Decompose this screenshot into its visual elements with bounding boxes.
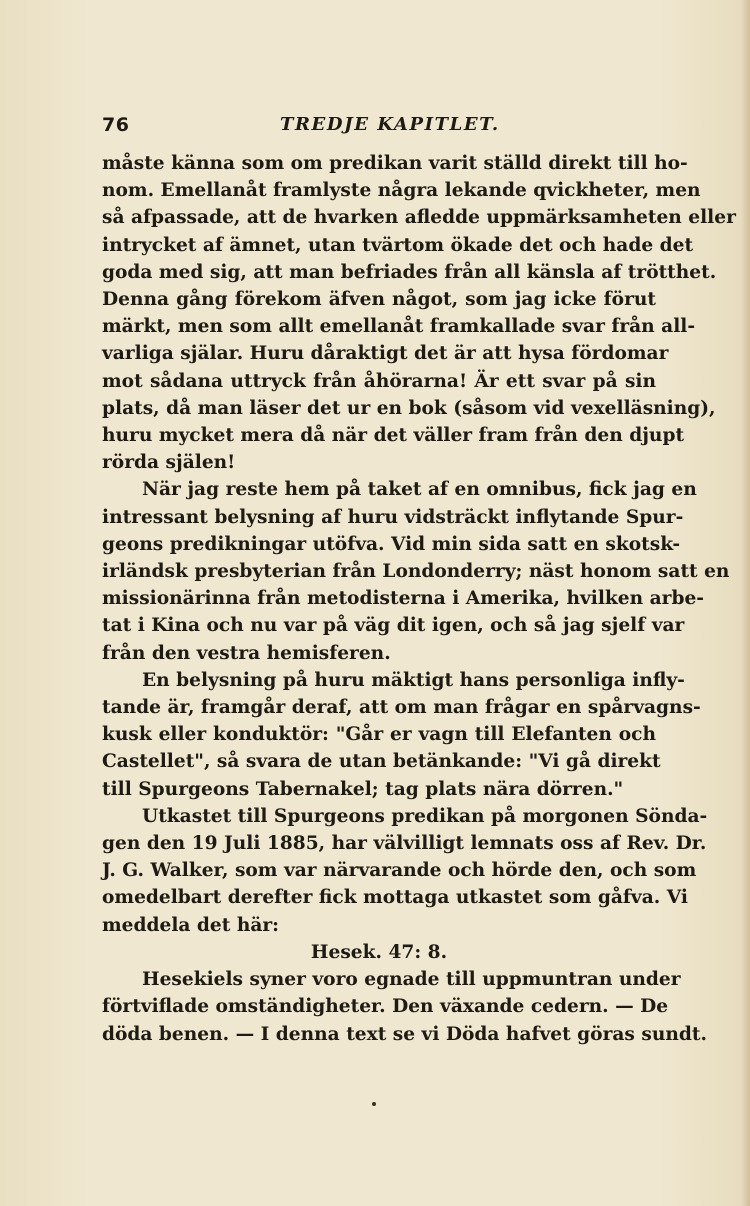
text-line: huru mycket mera då när det väller fram från den djupt: [102, 425, 685, 447]
body-text: [102, 150, 736, 1048]
page-edge: [741, 0, 750, 1206]
text-line: Denna gång förekom äfven något, som jag icke förut: [102, 289, 656, 311]
text-line: intressant belysning af huru vidsträckt inflytande Spur-: [102, 506, 684, 528]
running-head: TREDJE KAPITLET.: [280, 114, 500, 135]
scripture-reference: [102, 939, 656, 966]
text-line: meddela det här:: [102, 914, 280, 936]
text-line: mot sådana uttryck från åhörarna! Är ett svar på sin: [102, 370, 656, 392]
text-line: När jag reste hem på taket af en omnibus, fick jag en: [142, 479, 697, 501]
text-line: måste känna som om predikan varit ställd direkt till ho-: [102, 153, 688, 174]
text-line: förtviflade omständigheter. Den växande cedern. — De: [102, 996, 669, 1018]
paragraph: [102, 667, 701, 803]
ink-speck: [372, 1102, 376, 1106]
text-line: till Spurgeons Tabernakel; tag plats nära dörren.": [102, 778, 624, 800]
text-line: goda med sig, att man befriades från all känsla af trötthet.: [102, 261, 717, 283]
text-line: Hesekiels syner voro egnade till uppmuntran under: [142, 969, 681, 991]
page-header: [100, 114, 656, 142]
paragraph: [102, 476, 730, 666]
text-line: så afpassade, att de hvarken afledde uppmärksamheten eller: [102, 207, 736, 229]
text-line: döda benen. — I denna text se vi Döda hafvet göras sundt.: [102, 1023, 707, 1045]
text-line: gen den 19 Juli 1885, har välvilligt lemnats oss af Rev. Dr.: [102, 833, 707, 855]
text-line: Utkastet till Spurgeons predikan på morgonen Sönda-: [142, 805, 708, 827]
text-line: nom. Emellanåt framlyste några lekande qvickheter, men: [102, 180, 701, 202]
text-line: irländsk presbyterian från Londonderry; näst honom satt en: [102, 561, 730, 583]
text-line: tande är, framgår deraf, att om man frågar en spårvagns-: [102, 697, 701, 719]
text-line: tat i Kina och nu var på väg dit igen, och så jag sjelf var: [102, 615, 685, 637]
text-line: märkt, men som allt emellanåt framkallade svar från all-: [102, 316, 696, 338]
text-line: Castellet", så svara de utan betänkande: "Vi gå direkt: [102, 751, 661, 773]
page-number: 76: [102, 114, 130, 136]
text-line: varliga själar. Huru dåraktigt det är att hysa fördomar: [102, 343, 669, 365]
text-line: missionärinna från metodisterna i Amerika, hvilken arbe-: [102, 588, 704, 610]
text-line: rörda själen!: [102, 452, 236, 474]
text-line: geons predikningar utöfva. Vid min sida satt en skotsk-: [102, 533, 681, 555]
paragraph: [102, 150, 736, 476]
text-line: intrycket af ämnet, utan tvärtom ökade det och hade det: [102, 234, 694, 256]
text-line: J. G. Walker, som var närvarande och hörde den, och som: [102, 860, 697, 882]
paragraph: [102, 803, 708, 939]
text-line: kusk eller konduktör: "Går er vagn till Elefanten och: [102, 724, 656, 746]
paragraph: [102, 966, 707, 1048]
text-line: Hesek. 47: 8.: [310, 941, 448, 963]
text-line: En belysning på huru mäktigt hans personliga infly-: [142, 669, 685, 691]
text-line: plats, då man läser det ur en bok (såsom vid vexelläsning),: [102, 397, 716, 419]
text-line: från den vestra hemisferen.: [102, 642, 391, 664]
text-line: omedelbart derefter fick mottaga utkastet som gåfva. Vi: [102, 887, 688, 909]
